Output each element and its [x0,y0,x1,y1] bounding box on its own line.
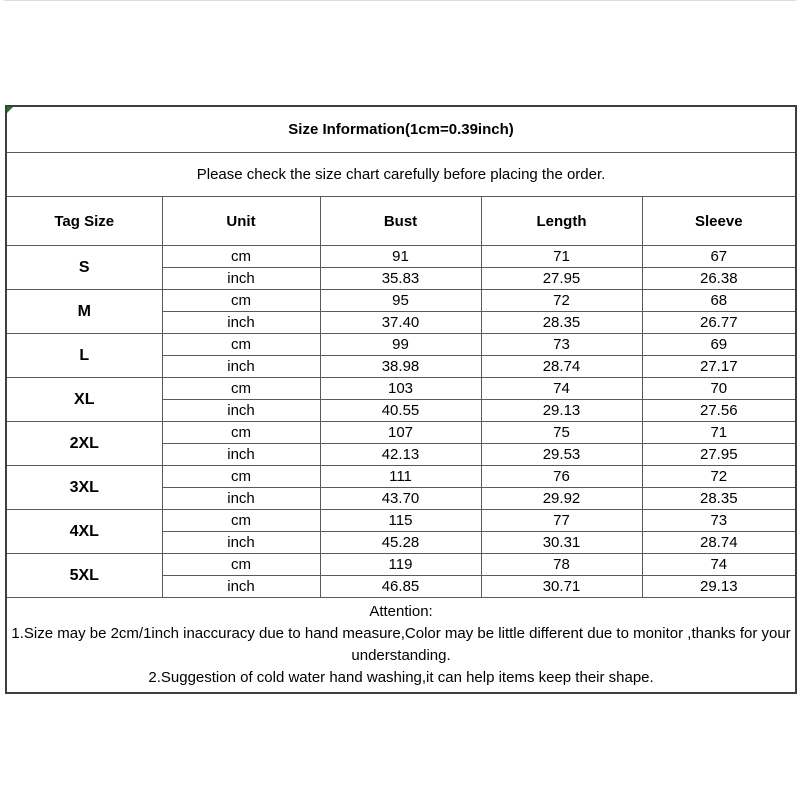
measurement-cell: 27.17 [642,356,796,378]
size-tag-cell: L [6,334,162,378]
table-row [6,510,796,532]
unit-cell: inch [162,532,320,554]
measurement-cell: 46.85 [320,576,481,598]
measurement-cell: 76 [481,466,642,488]
unit-cell: cm [162,554,320,576]
measurement-cell: 28.74 [481,356,642,378]
size-chart-notice: Please check the size chart carefully before placing the order. [6,153,796,197]
measurement-cell: 67 [642,246,796,268]
measurement-cell: 28.35 [642,488,796,510]
measurement-cell: 28.74 [642,532,796,554]
size-chart-title: Size Information(1cm=0.39inch) [6,106,796,153]
unit-cell: cm [162,246,320,268]
attention-note: 1.Size may be 2cm/1inch inaccuracy due to hand measure,Color may be little different due to monitor ,thanks for your understanding. [11,625,791,664]
column-header-sleeve: Sleeve [642,197,796,246]
measurement-cell: 73 [642,510,796,532]
measurement-cell: 71 [642,422,796,444]
measurement-cell: 29.92 [481,488,642,510]
measurement-cell: 38.98 [320,356,481,378]
unit-cell: cm [162,422,320,444]
measurement-cell: 30.71 [481,576,642,598]
unit-cell: inch [162,576,320,598]
unit-cell: inch [162,444,320,466]
table-row [6,422,796,444]
measurement-cell: 75 [481,422,642,444]
measurement-cell: 91 [320,246,481,268]
unit-cell: inch [162,400,320,422]
unit-cell: cm [162,334,320,356]
notice-row [6,153,796,197]
measurement-cell: 77 [481,510,642,532]
unit-cell: cm [162,290,320,312]
table-row [6,554,796,576]
measurement-cell: 43.70 [320,488,481,510]
size-chart-table [5,105,797,694]
column-header-tag-size: Tag Size [6,197,162,246]
measurement-cell: 40.55 [320,400,481,422]
measurement-cell: 26.38 [642,268,796,290]
measurement-cell: 35.83 [320,268,481,290]
measurement-cell: 72 [642,466,796,488]
measurement-cell: 27.95 [642,444,796,466]
unit-cell: inch [162,312,320,334]
unit-cell: inch [162,356,320,378]
table-row [6,466,796,488]
measurement-cell: 27.56 [642,400,796,422]
measurement-cell: 27.95 [481,268,642,290]
measurement-cell: 73 [481,334,642,356]
measurement-cell: 107 [320,422,481,444]
measurement-cell: 29.13 [481,400,642,422]
size-rows-body [6,246,796,598]
measurement-cell: 71 [481,246,642,268]
measurement-cell: 69 [642,334,796,356]
unit-cell: cm [162,466,320,488]
size-tag-cell: 3XL [6,466,162,510]
unit-cell: cm [162,378,320,400]
measurement-cell: 42.13 [320,444,481,466]
size-tag-cell: 5XL [6,554,162,598]
attention-row [6,598,796,694]
column-header-unit: Unit [162,197,320,246]
measurement-cell: 45.28 [320,532,481,554]
unit-cell: inch [162,268,320,290]
column-header-length: Length [481,197,642,246]
column-header-bust: Bust [320,197,481,246]
measurement-cell: 119 [320,554,481,576]
size-tag-cell: 4XL [6,510,162,554]
unit-cell: inch [162,488,320,510]
measurement-cell: 95 [320,290,481,312]
attention-note: 2.Suggestion of cold water hand washing,it can help items keep their shape. [148,669,654,686]
measurement-cell: 29.53 [481,444,642,466]
measurement-cell: 28.35 [481,312,642,334]
size-tag-cell: S [6,246,162,290]
measurement-cell: 29.13 [642,576,796,598]
measurement-cell: 72 [481,290,642,312]
corner-marker-icon [7,107,13,113]
table-row [6,290,796,312]
measurement-cell: 99 [320,334,481,356]
measurement-cell: 111 [320,466,481,488]
size-tag-cell: XL [6,378,162,422]
title-row [6,106,796,153]
measurement-cell: 103 [320,378,481,400]
attention-heading: Attention: [369,603,433,620]
table-row [6,378,796,400]
table-row [6,246,796,268]
measurement-cell: 74 [481,378,642,400]
column-header-row [6,197,796,246]
size-tag-cell: 2XL [6,422,162,466]
measurement-cell: 70 [642,378,796,400]
measurement-cell: 78 [481,554,642,576]
measurement-cell: 26.77 [642,312,796,334]
unit-cell: cm [162,510,320,532]
attention-cell [6,598,796,694]
attention-notes [7,623,795,689]
measurement-cell: 74 [642,554,796,576]
measurement-cell: 115 [320,510,481,532]
measurement-cell: 30.31 [481,532,642,554]
measurement-cell: 68 [642,290,796,312]
size-tag-cell: M [6,290,162,334]
table-row [6,334,796,356]
measurement-cell: 37.40 [320,312,481,334]
page-top-edge [4,0,796,1]
